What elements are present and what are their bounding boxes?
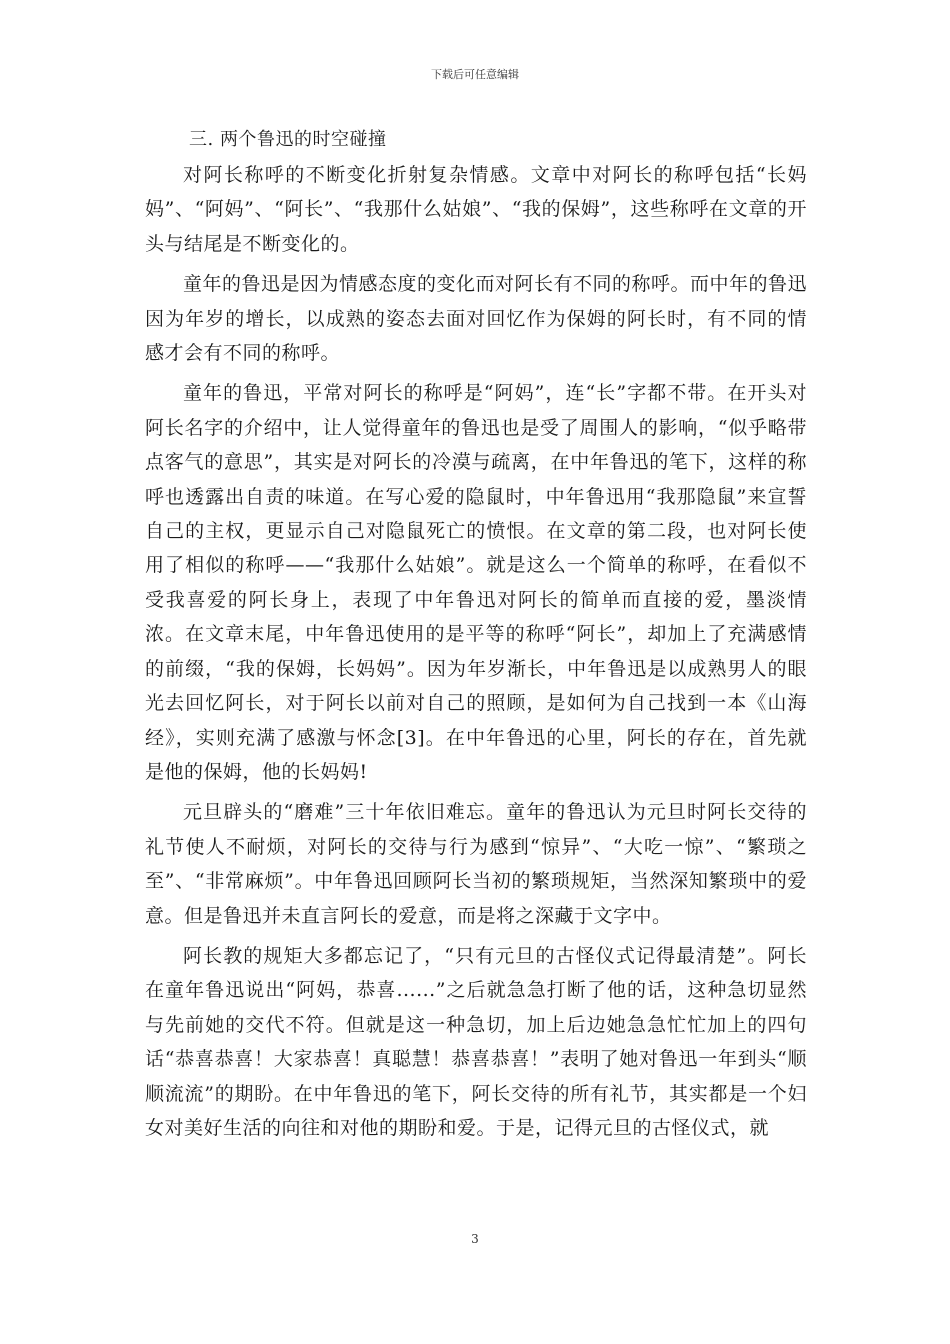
page-header: 下载后可任意编辑 [431, 68, 519, 81]
paragraph-4: 元旦辟头的“磨难”三十年依旧难忘。童年的鲁迅认为元旦时阿长交待的礼节使人不耐烦，对阿长的交待与行为感到“惊异”、“大吃一惊”、“繁琐之至”、“非常麻烦”。中年鲁迅回顾阿长当初的繁琐规矩，当然深知繁琐中的爱意。但是鲁迅并未直言阿长的爱意，而是将之深藏于文字中。 [145, 801, 807, 927]
paragraph-3: 童年的鲁迅，平常对阿长的称呼是“阿妈”，连“长”字都不带。在开头对阿长名字的介绍中，让人觉得童年的鲁迅也是受了周围人的影响，“似乎略带点客气的意思”，其实是对阿长的冷漠与疏离，在中年鲁迅的笔下，这样的称呼也透露出自责的味道。在写心爱的隐鼠时，中年鲁迅用“我那隐鼠”来宣誓自己的主权，更显示自己对隐鼠死亡的愤恨。在文章的第二段，也对阿长使用了相似的称呼——“我那什么姑娘”。就是这么一个简单的称呼，在看似不受我喜爱的阿长身上，表现了中年鲁迅对阿长的简单而直接的爱，墨淡情浓。在文章末尾，中年鲁迅使用的是平等的称呼“阿长”，却加上了充满感情的前缀，“我的保姆，长妈妈”。因为年岁渐长，中年鲁迅是以成熟男人的眼光去回忆阿长，对于阿长以前对自己的照顾，是如何为自己找到一本《山海经》，实则充满了感激与怀念[3]。在中年鲁迅的心里，阿长的存在，首先就是他的保姆，他的长妈妈! [145, 382, 807, 783]
page-content [145, 122, 807, 1151]
paragraph-2: 童年的鲁迅是因为情感态度的变化而对阿长有不同的称呼。而中年的鲁迅因为年岁的增长，以成熟的姿态去面对回忆作为保姆的阿长时，有不同的情感才会有不同的称呼。 [145, 273, 808, 365]
page-number: 3 [471, 1232, 479, 1246]
section-heading: 三. 两个鲁迅的时空碰撞 [189, 129, 387, 150]
paragraph-1: 对阿长称呼的不断变化折射复杂情感。文章中对阿长的称呼包括“长妈妈”、“阿妈”、“阿长”、“我那什么姑娘”、“我的保姆”，这些称呼在文章的开头与结尾是不断变化的。 [145, 164, 807, 255]
paragraph-5: 阿长教的规矩大多都忘记了，“只有元旦的古怪仪式记得最清楚”。阿长在童年鲁迅说出“阿妈，恭喜......”之后就急急打断了他的话，这种急切显然与先前她的交代不符。但就是这一种急切，加上后边她急急忙忙加上的四句话“恭喜恭喜！大家恭喜！真聪慧！恭喜恭喜！”表明了她对鲁迅一年到头“顺顺流流”的期盼。在中年鲁迅的笔下，阿长交待的所有礼节，其实都是一个妇女对美好生活的向往和对他的期盼和爱。于是，记得元旦的古怪仪式，就 [145, 944, 807, 1139]
